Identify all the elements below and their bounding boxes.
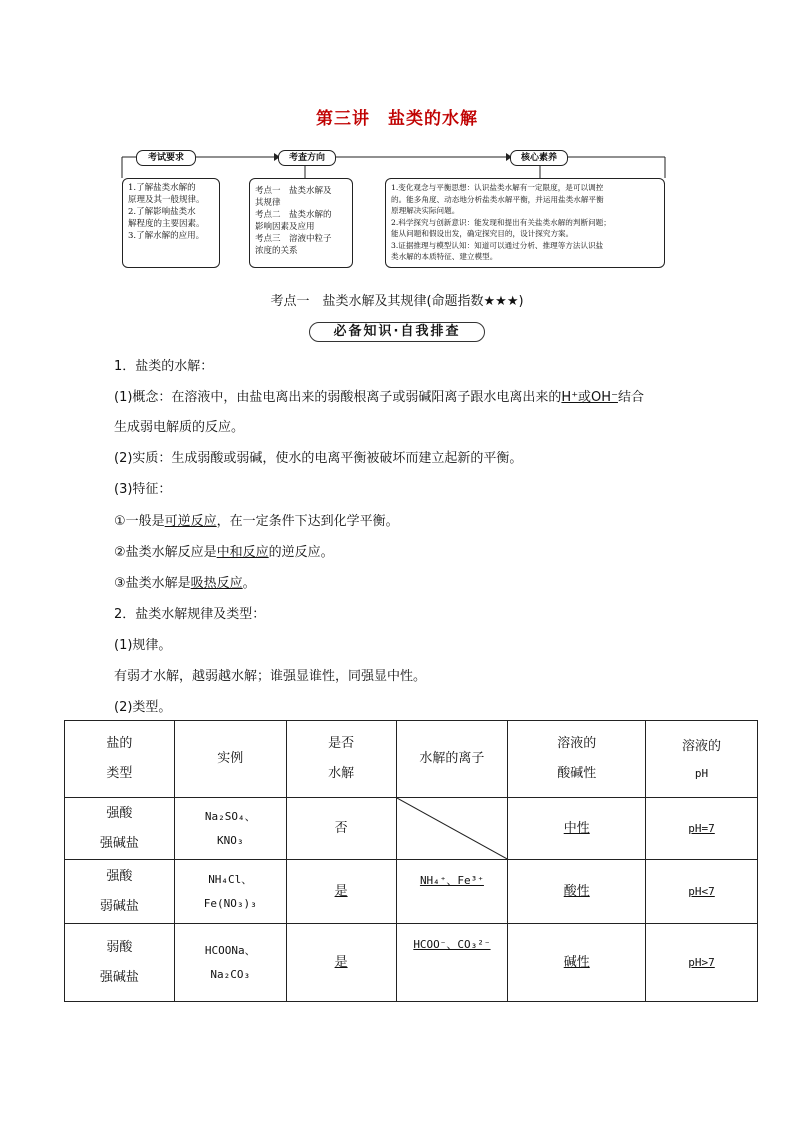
text-span: ，在一定条件下达到化学平衡。 <box>216 514 399 529</box>
cell-text: 强碱盐 <box>99 969 139 985</box>
ph-cell <box>646 798 758 860</box>
cell-text: Fe(NO₃)₃ <box>203 896 257 910</box>
literacy-line: 2.科学探究与创新意识：能发现和提出有关盐类水解的判断问题； <box>391 217 611 227</box>
table-row <box>65 860 758 924</box>
text-line <box>114 386 644 405</box>
cell-text: pH<7 <box>688 884 715 898</box>
direction-line: 考点二 盐类水解的 <box>255 210 332 220</box>
text-span: 结合 <box>617 390 644 405</box>
ions-cell <box>396 924 508 1002</box>
text-line: (2)类型。 <box>114 700 172 715</box>
literacy-line: 原理解决实际问题。 <box>391 206 460 215</box>
header-exam: 考试要求 <box>136 150 196 166</box>
table-row <box>65 798 758 860</box>
direction-line: 影响因素及应用 <box>255 222 315 232</box>
text-span: (1)概念：在溶液中，由盐电离出来的弱酸根离子或弱碱阳离子跟水电离出来的 <box>114 390 562 405</box>
answer-underline: 吸热反应 <box>190 576 243 591</box>
cell-text: 是 <box>334 883 348 899</box>
cell-text: 酸性 <box>563 883 590 899</box>
cell-text: 是 <box>334 954 348 970</box>
example-cell <box>174 860 286 924</box>
page-title: 第三讲 盐类的水解 <box>316 109 478 129</box>
cell-text: Na₂SO₄、 <box>204 809 256 823</box>
cell-text: pH=7 <box>688 821 715 835</box>
literacy-box <box>385 178 665 268</box>
hydrolysis-cell <box>286 924 396 1002</box>
cell-text: 弱碱盐 <box>99 898 139 914</box>
text-span: ②盐类水解反应是 <box>114 545 217 560</box>
type-cell <box>65 860 175 924</box>
header-direction: 考查方向 <box>278 150 336 166</box>
text-line: (1)规律。 <box>114 638 172 653</box>
cell-text: HCOONa、 <box>204 943 256 957</box>
type-cell <box>65 924 175 1002</box>
header-cell <box>396 721 508 798</box>
cell-text: HCOO⁻、CO₃²⁻ <box>413 938 491 951</box>
text-line: (2)实质：生成弱酸或弱碱，使水的电离平衡被破坏而建立起新的平衡。 <box>114 451 523 466</box>
table-header-row <box>65 721 758 798</box>
header-text: pH <box>694 767 709 780</box>
literacy-line: 1.变化观念与平衡思想：认识盐类水解有一定限度，是可以调控 <box>391 183 604 192</box>
diagonal-line <box>397 798 509 860</box>
header-text: 是否 <box>328 736 355 751</box>
directions-box <box>249 178 353 268</box>
text-span: 的逆反应。 <box>268 545 334 560</box>
direction-line: 浓度的关系 <box>255 246 298 256</box>
text-line <box>114 541 334 560</box>
cell-text: 强碱盐 <box>99 835 139 851</box>
cell-text: Na₂CO₃ <box>210 967 251 981</box>
answer-underline: 可逆反应 <box>164 514 217 529</box>
header-literacy: 核心素养 <box>510 150 568 166</box>
table-row <box>65 924 758 1002</box>
text-line: 2．盐类水解规律及类型： <box>114 607 266 622</box>
exam-line: 2.了解影响盐类水 <box>128 207 196 217</box>
direction-line: 考点三 溶液中粒子 <box>255 234 332 244</box>
type-cell <box>65 798 175 860</box>
exam-line: 1.了解盐类水解的 <box>128 183 196 193</box>
answer-underline: 中和反应 <box>216 545 269 560</box>
text-line <box>114 572 256 591</box>
text-line <box>114 510 399 529</box>
acidity-cell <box>508 924 646 1002</box>
header-cell <box>508 721 646 798</box>
cell-text: NH₄⁺、Fe³⁺ <box>419 874 484 887</box>
hydrolysis-cell: 否 <box>286 798 396 860</box>
literacy-line: 3.证据推理与模型认知：知道可以通过分析、推理等方法认识盐 <box>391 240 604 250</box>
literacy-line: 的。能多角度、动态地分析盐类水解平衡，并运用盐类水解平衡 <box>391 194 604 204</box>
cell-text: NH₄Cl、 <box>208 872 253 886</box>
exam-line: 原理及其一般规律。 <box>128 195 205 205</box>
header-text: 酸碱性 <box>557 766 597 781</box>
text-line: 有弱才水解，越弱越水解；谁强显谁性，同强显中性。 <box>114 669 427 684</box>
cell-text: 碱性 <box>563 954 590 970</box>
text-line: 生成弱电解质的反应。 <box>114 420 245 435</box>
header-text: 类型 <box>106 766 133 781</box>
header-text: 水解 <box>328 766 355 781</box>
cell-text: 强酸 <box>106 868 133 884</box>
exam-requirements-box <box>122 178 220 268</box>
cell-text: 中性 <box>563 820 590 836</box>
cell-text: 强酸 <box>106 805 133 821</box>
section-badge: 必备知识·自我排查 <box>309 322 485 342</box>
cell-text: pH>7 <box>688 955 715 969</box>
acidity-cell <box>508 860 646 924</box>
header-cell <box>286 721 396 798</box>
ph-cell <box>646 860 758 924</box>
framework-diagram <box>0 0 794 280</box>
literacy-line: 能从问题和假设出发，确定探究目的，设计探究方案。 <box>391 229 574 238</box>
direction-line: 考点一 盐类水解及 <box>255 186 332 196</box>
kaodian-title: 考点一 盐类水解及其规律(命题指数★★★) <box>270 294 524 309</box>
text-span: ①一般是 <box>114 514 165 529</box>
ph-cell <box>646 924 758 1002</box>
example-cell <box>174 924 286 1002</box>
header-cell <box>646 721 758 798</box>
header-text: 水解的离子 <box>419 751 485 766</box>
header-text: 实例 <box>217 751 244 766</box>
example-cell <box>174 798 286 860</box>
ions-cell <box>396 860 508 924</box>
text-span: ③盐类水解是 <box>114 576 191 591</box>
hydrolysis-cell <box>286 860 396 924</box>
text-line: 1．盐类的水解： <box>114 359 214 374</box>
direction-line: 其规律 <box>255 198 281 208</box>
literacy-line: 类水解的本质特征、建立模型。 <box>391 252 498 261</box>
exam-line: 3.了解水解的应用。 <box>128 231 205 241</box>
exam-line: 解程度的主要因素。 <box>128 219 205 229</box>
acidity-cell <box>508 798 646 860</box>
header-cell <box>174 721 286 798</box>
header-cell <box>65 721 175 798</box>
cell-text: 弱酸 <box>106 939 133 955</box>
header-text: 溶液的 <box>557 736 597 751</box>
ions-cell-empty <box>396 798 508 860</box>
header-text: 盐的 <box>106 736 133 751</box>
salt-types-table <box>64 720 758 1002</box>
header-text: 溶液的 <box>682 739 722 754</box>
answer-underline: H⁺或OH⁻ <box>561 390 618 405</box>
cell-text: KNO₃ <box>217 833 244 847</box>
text-line: (3)特征： <box>114 482 172 497</box>
text-span: 。 <box>242 576 256 591</box>
